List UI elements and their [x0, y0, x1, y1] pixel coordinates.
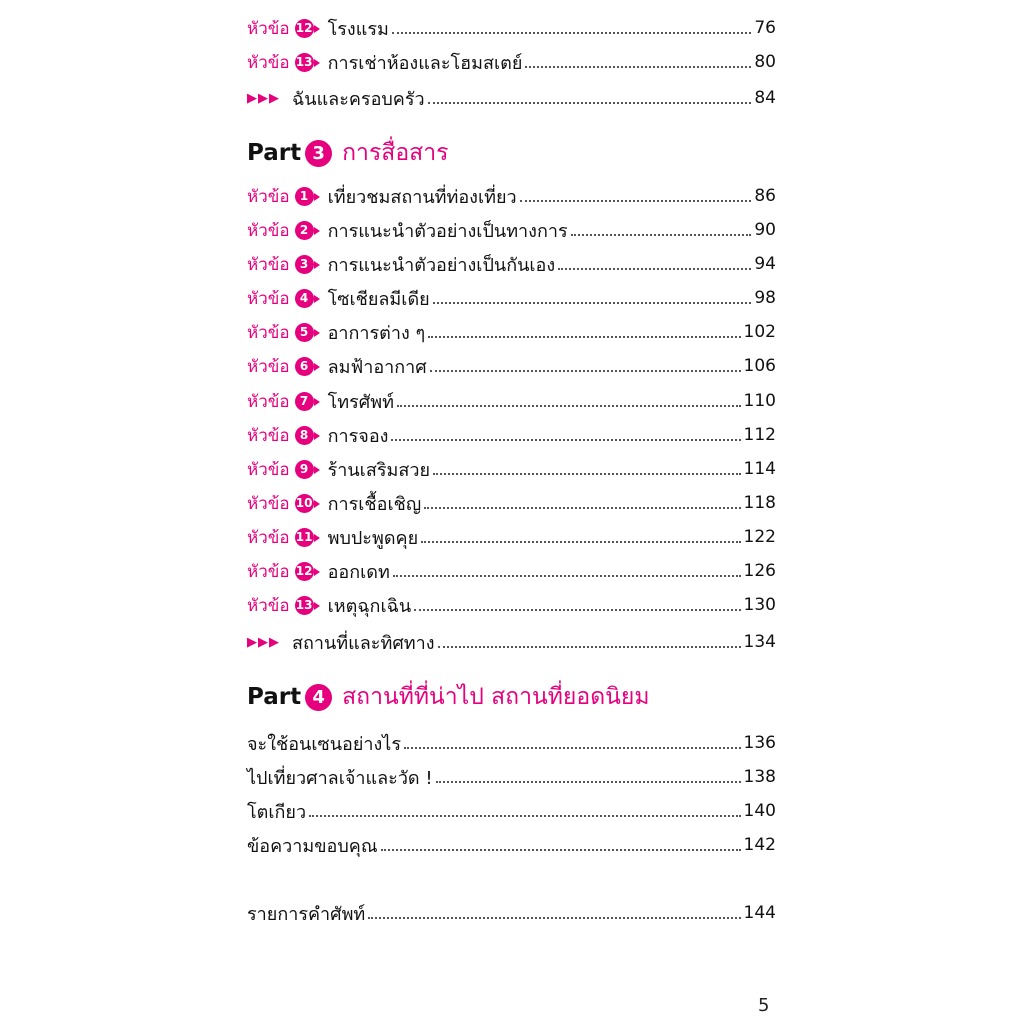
dot-leader: [433, 473, 741, 475]
toc-row[interactable]: [247, 796, 776, 826]
topic-number-badge: 8: [295, 426, 314, 445]
topic-title: การแนะนำตัวอย่างเป็นทางการ: [327, 220, 568, 242]
triple-arrow-icon: ▶▶▶: [247, 634, 280, 650]
topic-label: หัวข้อ: [247, 52, 290, 73]
dot-leader: [414, 609, 740, 611]
dot-leader: [393, 575, 741, 577]
dot-leader: [438, 646, 741, 648]
topic-title: ร้านเสริมสวย: [327, 459, 430, 481]
toc-row-extra[interactable]: [247, 83, 776, 113]
part-word: Part: [247, 140, 302, 166]
dot-leader: [525, 66, 751, 68]
topic-label: หัวข้อ: [247, 425, 290, 446]
page-number: 84: [754, 88, 776, 108]
toc-row[interactable]: [247, 454, 776, 484]
topic-number-badge: 3: [295, 255, 314, 274]
toc-row[interactable]: [247, 47, 776, 77]
page-number: 138: [743, 767, 776, 787]
topic-label: หัวข้อ: [247, 18, 290, 39]
topic-title: ออกเดท: [327, 561, 390, 583]
toc-row-glossary[interactable]: [247, 898, 776, 928]
dot-leader: [558, 268, 751, 270]
topic-number-badge: 2: [295, 221, 314, 240]
page-number: 102: [743, 322, 776, 342]
dot-leader: [309, 815, 740, 817]
page-number: 134: [743, 632, 776, 652]
topic-title: การเชื้อเชิญ: [327, 493, 422, 515]
page-number: 122: [743, 527, 776, 547]
topic-number-badge: 7: [295, 392, 314, 411]
toc-row[interactable]: [247, 386, 776, 416]
topic-number-badge: 13: [295, 53, 314, 72]
toc-row[interactable]: [247, 249, 776, 279]
topic-label: หัวข้อ: [247, 356, 290, 377]
topic-number-badge: 12: [295, 19, 314, 38]
page-number: 86: [754, 186, 776, 206]
topic-label: หัวข้อ: [247, 595, 290, 616]
topic-label: หัวข้อ: [247, 220, 290, 241]
toc-row[interactable]: [247, 590, 776, 620]
topic-number-badge: 11: [295, 528, 314, 547]
part-word: Part: [247, 684, 302, 710]
dot-leader: [381, 849, 741, 851]
dot-leader: [433, 302, 752, 304]
topic-title: ลมฟ้าอากาศ: [327, 356, 427, 378]
section-title: ไปเที่ยวศาลเจ้าและวัด !: [247, 767, 433, 789]
page-number: 130: [743, 595, 776, 615]
page-number: 94: [754, 254, 776, 274]
part-number-badge: 3: [305, 140, 332, 167]
dot-leader: [430, 370, 741, 372]
dot-leader: [404, 747, 741, 749]
part-title: การสื่อสาร: [342, 140, 449, 166]
topic-title: เหตุฉุกเฉิน: [327, 595, 412, 617]
topic-title: การแนะนำตัวอย่างเป็นกันเอง: [327, 254, 556, 276]
toc-row[interactable]: [247, 488, 776, 518]
topic-label: หัวข้อ: [247, 459, 290, 480]
topic-number-badge: 4: [295, 289, 314, 308]
section-title: ฉันและครอบครัว: [292, 88, 425, 110]
topic-label: หัวข้อ: [247, 527, 290, 548]
page-number: 112: [743, 425, 776, 445]
topic-title: เที่ยวชมสถานที่ท่องเที่ยว: [327, 186, 517, 208]
dot-leader: [391, 439, 740, 441]
topic-title: โซเชียลมีเดีย: [327, 288, 430, 310]
dot-leader: [436, 781, 741, 783]
topic-label: หัวข้อ: [247, 254, 290, 275]
page-number: 118: [743, 493, 776, 513]
section-title: รายการคำศัพท์: [247, 903, 366, 925]
dot-leader: [520, 200, 752, 202]
page-number: 126: [743, 561, 776, 581]
page-number: 76: [754, 18, 776, 38]
page-number: 142: [743, 835, 776, 855]
page-number: 110: [743, 391, 776, 411]
part-number-badge: 4: [305, 684, 332, 711]
topic-number-badge: 5: [295, 323, 314, 342]
part-4-heading: [247, 677, 650, 717]
page-number: 90: [754, 220, 776, 240]
toc-row[interactable]: [247, 351, 776, 381]
dot-leader: [368, 917, 740, 919]
page-number: 140: [743, 801, 776, 821]
topic-number-badge: 12: [295, 562, 314, 581]
toc-row[interactable]: [247, 420, 776, 450]
triple-arrow-icon: ▶▶▶: [247, 90, 280, 106]
topic-number-badge: 6: [295, 357, 314, 376]
topic-label: หัวข้อ: [247, 322, 290, 343]
page-number: 136: [743, 733, 776, 753]
dot-leader: [571, 234, 752, 236]
section-title: โตเกียว: [247, 801, 307, 823]
section-title: จะใช้อนเซนอย่างไร: [247, 733, 401, 755]
section-title: สถานที่และทิศทาง: [292, 632, 435, 654]
dot-leader: [392, 32, 752, 34]
part-title: สถานที่ที่น่าไป สถานที่ยอดนิยม: [342, 684, 650, 710]
topic-label: หัวข้อ: [247, 561, 290, 582]
page-folio: 5: [758, 995, 770, 1016]
part-3-heading: [247, 133, 448, 173]
topic-number-badge: 10: [295, 494, 314, 513]
page-number: 80: [754, 52, 776, 72]
topic-title: โทรศัพท์: [327, 391, 394, 413]
topic-title: การจอง: [327, 425, 389, 447]
topic-label: หัวข้อ: [247, 186, 290, 207]
dot-leader: [424, 507, 740, 509]
dot-leader: [428, 102, 752, 104]
topic-number-badge: 1: [295, 187, 314, 206]
toc-row-extra[interactable]: [247, 627, 776, 657]
dot-leader: [428, 336, 740, 338]
topic-title: อาการต่าง ๆ: [327, 322, 426, 344]
section-title: ข้อความขอบคุณ: [247, 835, 378, 857]
toc-row[interactable]: [247, 522, 776, 552]
topic-label: หัวข้อ: [247, 391, 290, 412]
toc-row[interactable]: [247, 830, 776, 860]
toc-row[interactable]: [247, 181, 776, 211]
toc-row[interactable]: [247, 728, 776, 758]
page-number: 106: [743, 356, 776, 376]
toc-row[interactable]: [247, 283, 776, 313]
page-number: 114: [743, 459, 776, 479]
toc-row[interactable]: [247, 13, 776, 43]
dot-leader: [421, 541, 740, 543]
page-number: 144: [743, 903, 776, 923]
toc-row[interactable]: [247, 215, 776, 245]
topic-label: หัวข้อ: [247, 493, 290, 514]
toc-row[interactable]: [247, 317, 776, 347]
toc-row[interactable]: [247, 556, 776, 586]
page-number: 98: [754, 288, 776, 308]
topic-number-badge: 13: [295, 596, 314, 615]
topic-title: พบปะพูดคุย: [327, 527, 419, 549]
topic-number-badge: 9: [295, 460, 314, 479]
topic-title: การเช่าห้องและโฮมสเตย์: [327, 52, 523, 74]
topic-title: โรงแรม: [327, 18, 389, 40]
toc-row[interactable]: [247, 762, 776, 792]
dot-leader: [397, 405, 741, 407]
topic-label: หัวข้อ: [247, 288, 290, 309]
